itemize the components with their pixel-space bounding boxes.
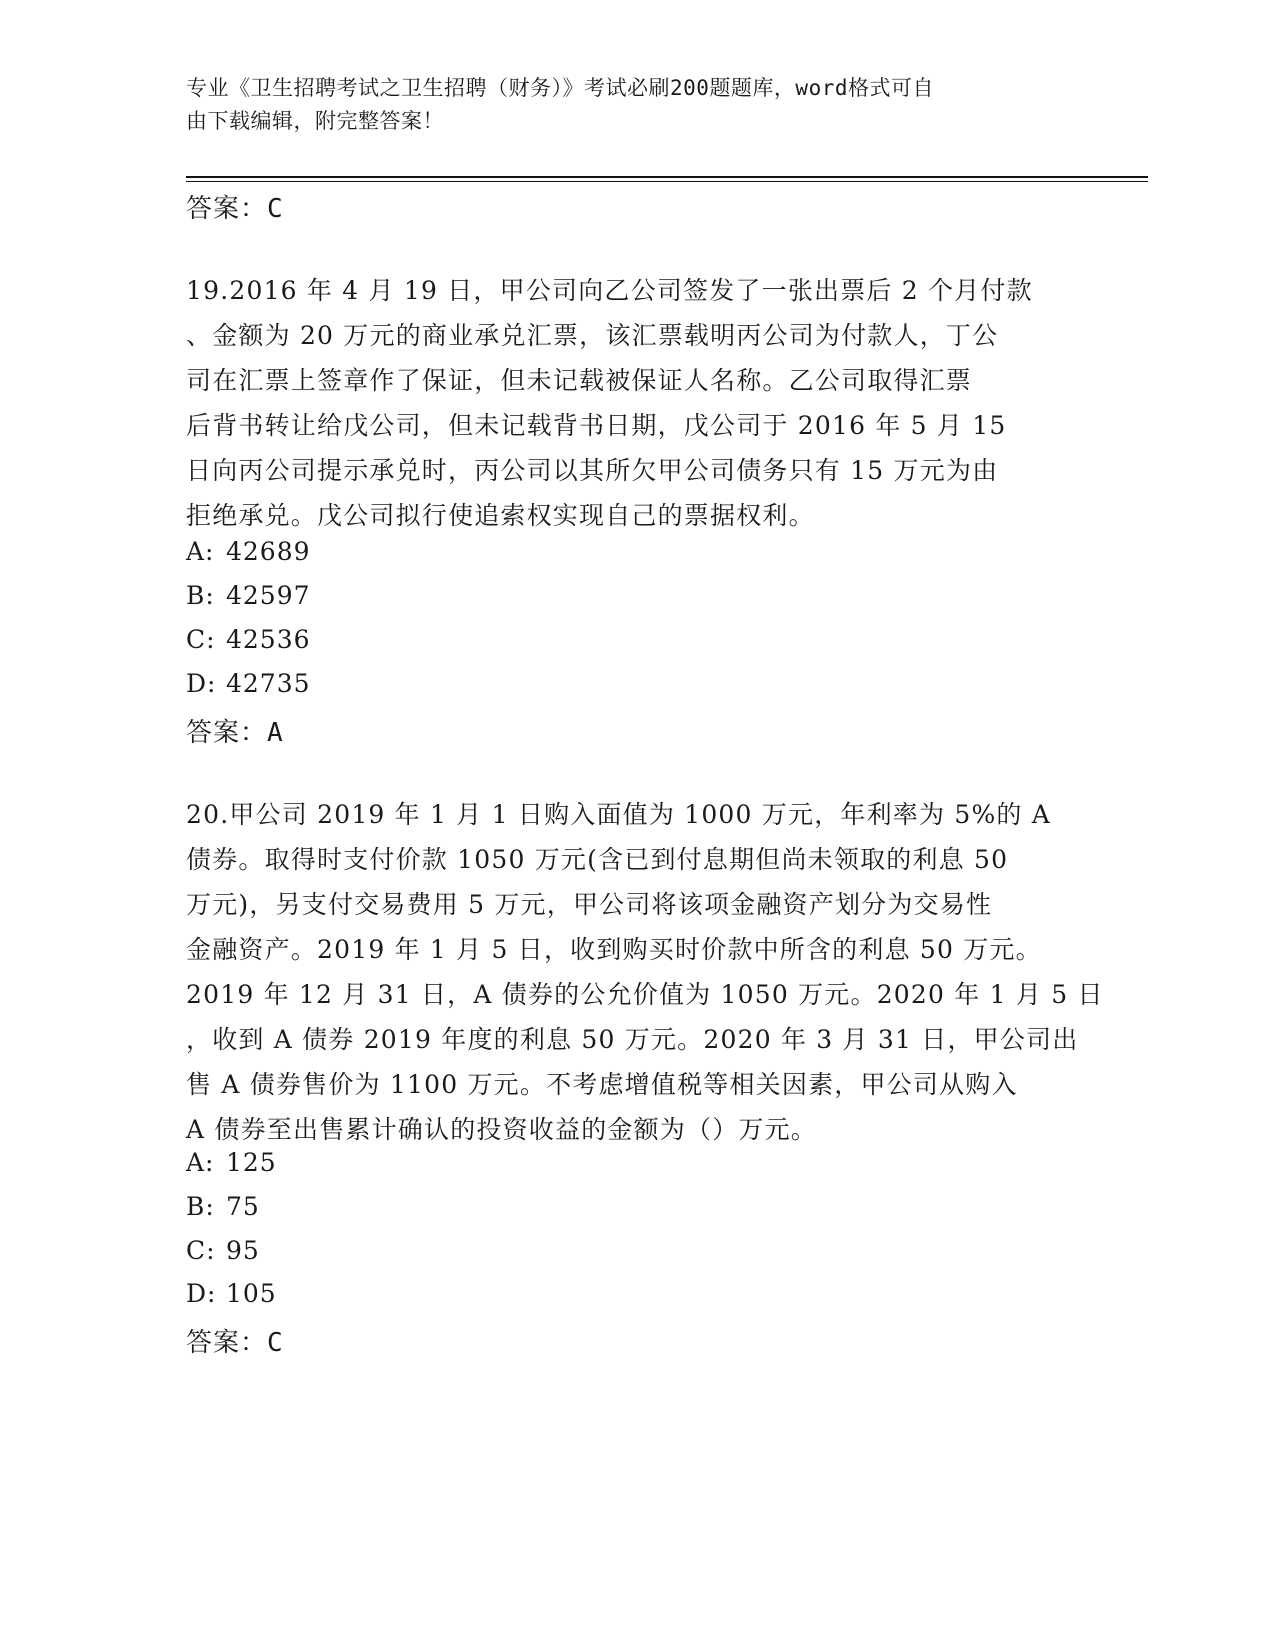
question-line: 后背书转让给戊公司，但未记载背书日期，戊公司于 2016 年 5 月 15: [186, 411, 1007, 440]
question-19-answer: [186, 712, 284, 749]
option-letter: C:: [186, 1236, 216, 1265]
question-line: 司在汇票上签章作了保证，但未记载被保证人名称。乙公司取得汇票: [186, 366, 973, 395]
question-line: 19.2016 年 4 月 19 日，甲公司向乙公司签发了一张出票后 2 个月付款: [186, 276, 1033, 305]
option-letter: D:: [186, 669, 217, 698]
question-line: 拒绝承兑。戊公司拟行使追索权实现自己的票据权利。: [186, 501, 815, 530]
question-20-option-c: [186, 1236, 260, 1265]
question-20-option-d: [186, 1279, 277, 1308]
question-19-option-a: [186, 537, 311, 566]
answer-value: A: [267, 718, 284, 748]
answer-value: C: [267, 1328, 284, 1358]
answer-label: 答案：: [186, 718, 268, 748]
option-letter: B:: [186, 581, 215, 610]
option-value: 42597: [226, 581, 311, 610]
question-line: 售 A 债券售价为 1100 万元。不考虑增值税等相关因素，甲公司从购入: [186, 1070, 1018, 1099]
question-19-option-c: [186, 625, 311, 654]
option-letter: D:: [186, 1279, 217, 1308]
header-line-1: 专业《卫生招聘考试之卫生招聘（财务）》考试必刷200题题库，word格式可自: [186, 76, 934, 100]
option-value: 125: [226, 1148, 277, 1177]
option-value: 75: [226, 1192, 260, 1221]
previous-answer: [186, 188, 284, 225]
answer-value: C: [267, 194, 284, 224]
option-value: 42689: [226, 537, 311, 566]
answer-label: 答案：: [186, 194, 268, 224]
question-line: 、金额为 20 万元的商业承兑汇票，该汇票载明丙公司为付款人，丁公: [186, 321, 999, 350]
question-line: 日向丙公司提示承兑时，丙公司以其所欠甲公司债务只有 15 万元为由: [186, 456, 999, 485]
question-line: A 债券至出售累计确认的投资收益的金额为（）万元。: [186, 1115, 818, 1144]
header-line-2: 由下载编辑，附完整答案！: [186, 109, 444, 133]
answer-label: 答案：: [186, 1328, 268, 1358]
question-line: 债券。取得时支付价款 1050 万元(含已到付息期但尚未领取的利息 50: [186, 845, 1009, 874]
question-line: ，收到 A 债券 2019 年度的利息 50 万元。2020 年 3 月 31 日，甲公司出: [186, 1025, 1079, 1054]
option-letter: A:: [186, 537, 215, 566]
question-line: 20.甲公司 2019 年 1 月 1 日购入面值为 1000 万元，年利率为 5%的 A: [186, 800, 1052, 829]
question-line: 金融资产。2019 年 1 月 5 日，收到购买时价款中所含的利息 50 万元。: [186, 935, 1042, 964]
header-divider-thin: [186, 181, 1148, 182]
question-line: 万元)，另支付交易费用 5 万元，甲公司将该项金融资产划分为交易性: [186, 890, 993, 919]
question-20-text: [186, 792, 1104, 1152]
option-value: 105: [226, 1279, 277, 1308]
question-20-option-a: [186, 1148, 277, 1177]
page-header: [186, 72, 1066, 138]
question-19-option-b: [186, 581, 311, 610]
header-divider-thick: [186, 176, 1148, 178]
question-line: 2019 年 12 月 31 日，A 债券的公允价值为 1050 万元。2020 年 1 月 5 日: [186, 980, 1104, 1009]
option-value: 42735: [226, 669, 311, 698]
option-letter: C:: [186, 625, 216, 654]
option-value: 95: [226, 1236, 260, 1265]
question-19-text: [186, 268, 1086, 538]
question-20-answer: [186, 1322, 284, 1359]
question-20-option-b: [186, 1192, 260, 1221]
question-19-option-d: [186, 669, 311, 698]
option-value: 42536: [226, 625, 311, 654]
option-letter: A:: [186, 1148, 215, 1177]
option-letter: B:: [186, 1192, 215, 1221]
